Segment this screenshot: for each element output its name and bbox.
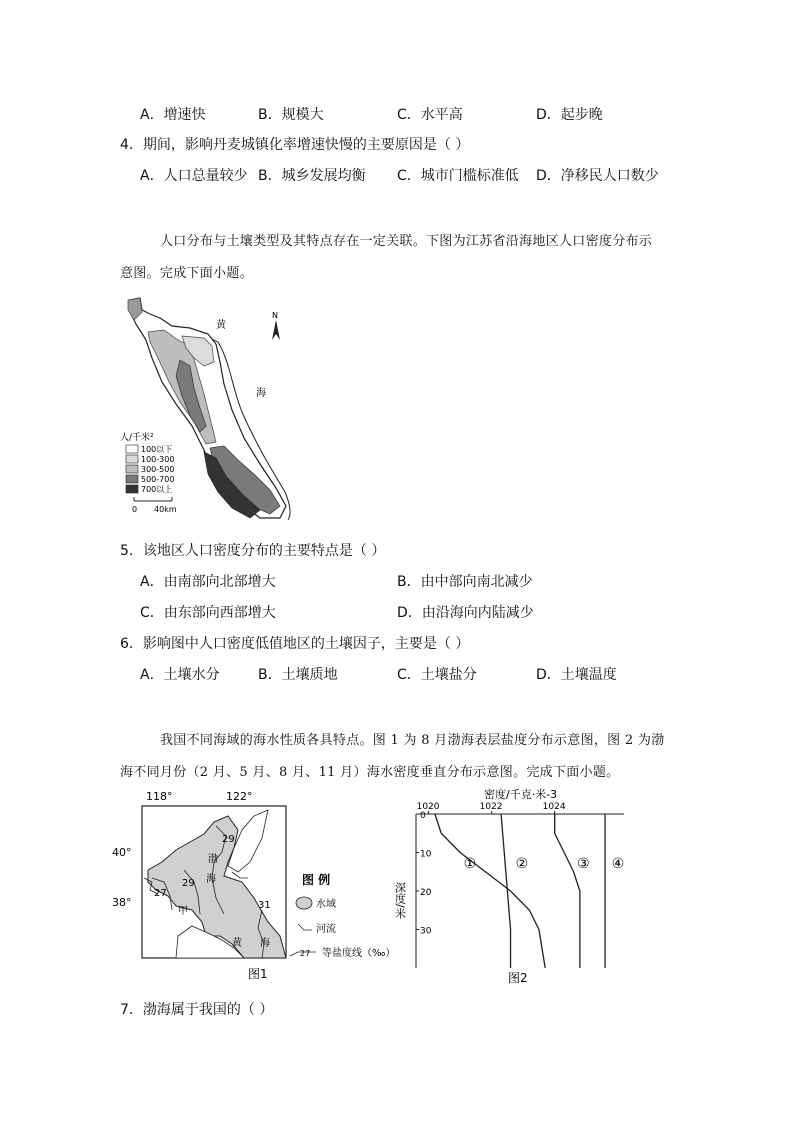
fig1-caption: 图1 [248, 967, 268, 981]
legend-label-4: 500-700 [141, 475, 175, 484]
legend-water-label: 水域 [316, 899, 336, 910]
q6-option-d: D．土壤温度 [536, 667, 617, 683]
map-legend [126, 445, 174, 494]
y-axis-ticks [416, 811, 432, 937]
legend-label-1: 100以下 [141, 445, 173, 454]
north-arrow-icon [272, 311, 280, 340]
series-label-2: ② [515, 855, 529, 872]
sea-label-huang: 黄 [216, 320, 226, 331]
y-tick-label-0: 0 [420, 811, 426, 821]
river-icon [298, 924, 312, 930]
y-tick-label-1: 10 [420, 849, 432, 860]
q6-option-b: B．土壤质地 [258, 667, 338, 683]
legend-swatch-1 [126, 445, 138, 453]
legend-river-label: 河流 [316, 924, 336, 935]
q3-option-c: C．水平高 [397, 107, 463, 123]
legend-label-5: 700以上 [141, 485, 173, 494]
yellow-sea-huang: 黄 [232, 938, 242, 949]
legend-swatch-4 [126, 475, 138, 483]
bohai-salinity-map [112, 786, 402, 986]
q3-option-d: D．起步晚 [536, 107, 603, 123]
q4-option-a: A．人口总量较少 [140, 168, 248, 184]
legend-swatch-5 [126, 485, 138, 493]
north-label: N [272, 311, 278, 320]
passage1-line2: 意图。完成下面小题。 [120, 266, 254, 281]
q5-stem: 5．该地区人口密度分布的主要特点是（ ） [120, 543, 386, 559]
q6-option-a: A．土壤水分 [140, 667, 220, 683]
q7-stem: 7．渤海属于我国的（ ） [120, 1002, 274, 1018]
q6-stem: 6．影响图中人口密度低值地区的土壤因子，主要是（ ） [120, 636, 470, 652]
legend-swatch-2 [126, 455, 138, 463]
series-line-1 [435, 814, 545, 968]
x-tick-label-0: 1020 [416, 802, 440, 812]
legend-label-2: 100-300 [141, 455, 175, 464]
x-axis-ticks [417, 802, 566, 814]
scale-label: 40km [154, 505, 177, 514]
population-density-map [120, 292, 310, 522]
scale-zero: 0 [132, 505, 138, 514]
iso-29-west: 29 [182, 878, 195, 889]
sea-hai-label: 海 [206, 874, 216, 885]
series-line-2 [501, 814, 510, 968]
iso-29-north: 29 [222, 834, 235, 845]
y-tick-label-3: 30 [420, 926, 432, 937]
legend-iso-number: 27 [300, 949, 311, 958]
series-label-3: ③ [577, 855, 590, 872]
series-label-1: ① [463, 855, 477, 872]
map-legend-title: 人/千米² [120, 433, 154, 443]
series-line-3 [555, 814, 580, 968]
q5-option-b: B．由中部向南北减少 [397, 574, 533, 590]
passage2-line1: 我国不同海域的海水性质各具特点。图 1 为 8 月渤海表层盐度分布示意图，图 2 为渤 [160, 733, 665, 748]
q4-option-c: C．城市门槛标准低 [397, 168, 519, 184]
passage1-line1: 人口分布与土壤类型及其特点存在一定关联。下图为江苏省沿海地区人口密度分布示 [160, 234, 653, 249]
sea-label-hai: 海 [256, 388, 266, 399]
q5-option-a: A．由南部向北部增大 [140, 574, 276, 590]
lon-118-label: 118° [146, 790, 173, 803]
legend-iso-label: 等盐度线（‰） [322, 948, 396, 959]
lat-38-label: 38° [112, 896, 132, 909]
q5-option-d: D．由沿海向内陆减少 [397, 605, 534, 621]
q4-option-d: D．净移民人口数少 [536, 168, 659, 184]
y-axis-label: 深度/米 [393, 882, 407, 919]
lat-40-label: 40° [112, 846, 132, 859]
fig2-caption: 图2 [508, 971, 528, 985]
lon-122-label: 122° [226, 790, 253, 803]
y-tick-label-2: 20 [420, 888, 432, 898]
yellow-sea-hai: 海 [260, 938, 270, 949]
x-tick-label-1: 1022 [479, 802, 503, 812]
density-depth-chart [392, 786, 632, 986]
series-label-4: ④ [611, 855, 625, 872]
q4-option-b: B．城乡发展均衡 [258, 168, 366, 184]
legend-water-swatch [296, 897, 312, 909]
legend-label-3: 300-500 [141, 465, 175, 474]
sea-bo-label: 渤 [208, 854, 218, 865]
x-tick-label-2: 1024 [542, 802, 566, 812]
iso-27: 27 [154, 888, 167, 899]
fig1-legend-title: 图 例 [302, 873, 331, 887]
chart-series [435, 814, 624, 968]
passage2-line2: 海不同月份（2 月、5 月、8 月、11 月）海水密度垂直分布示意图。完成下面小题。 [120, 765, 620, 780]
q6-option-c: C．土壤盐分 [397, 667, 477, 683]
q4-stem: 4．期间，影响丹麦城镇化率增速快慢的主要原因是（ ） [120, 137, 470, 153]
q5-option-c: C．由东部向西部增大 [140, 605, 276, 621]
legend-swatch-3 [126, 465, 138, 473]
q3-option-a: A．增速快 [140, 107, 206, 123]
q3-option-b: B．规模大 [258, 107, 324, 123]
point-jia: 甲 [178, 906, 188, 917]
chart-title: 密度/千克·米-3 [484, 788, 558, 801]
scale-bar [132, 497, 177, 514]
iso-31: 31 [258, 900, 271, 911]
